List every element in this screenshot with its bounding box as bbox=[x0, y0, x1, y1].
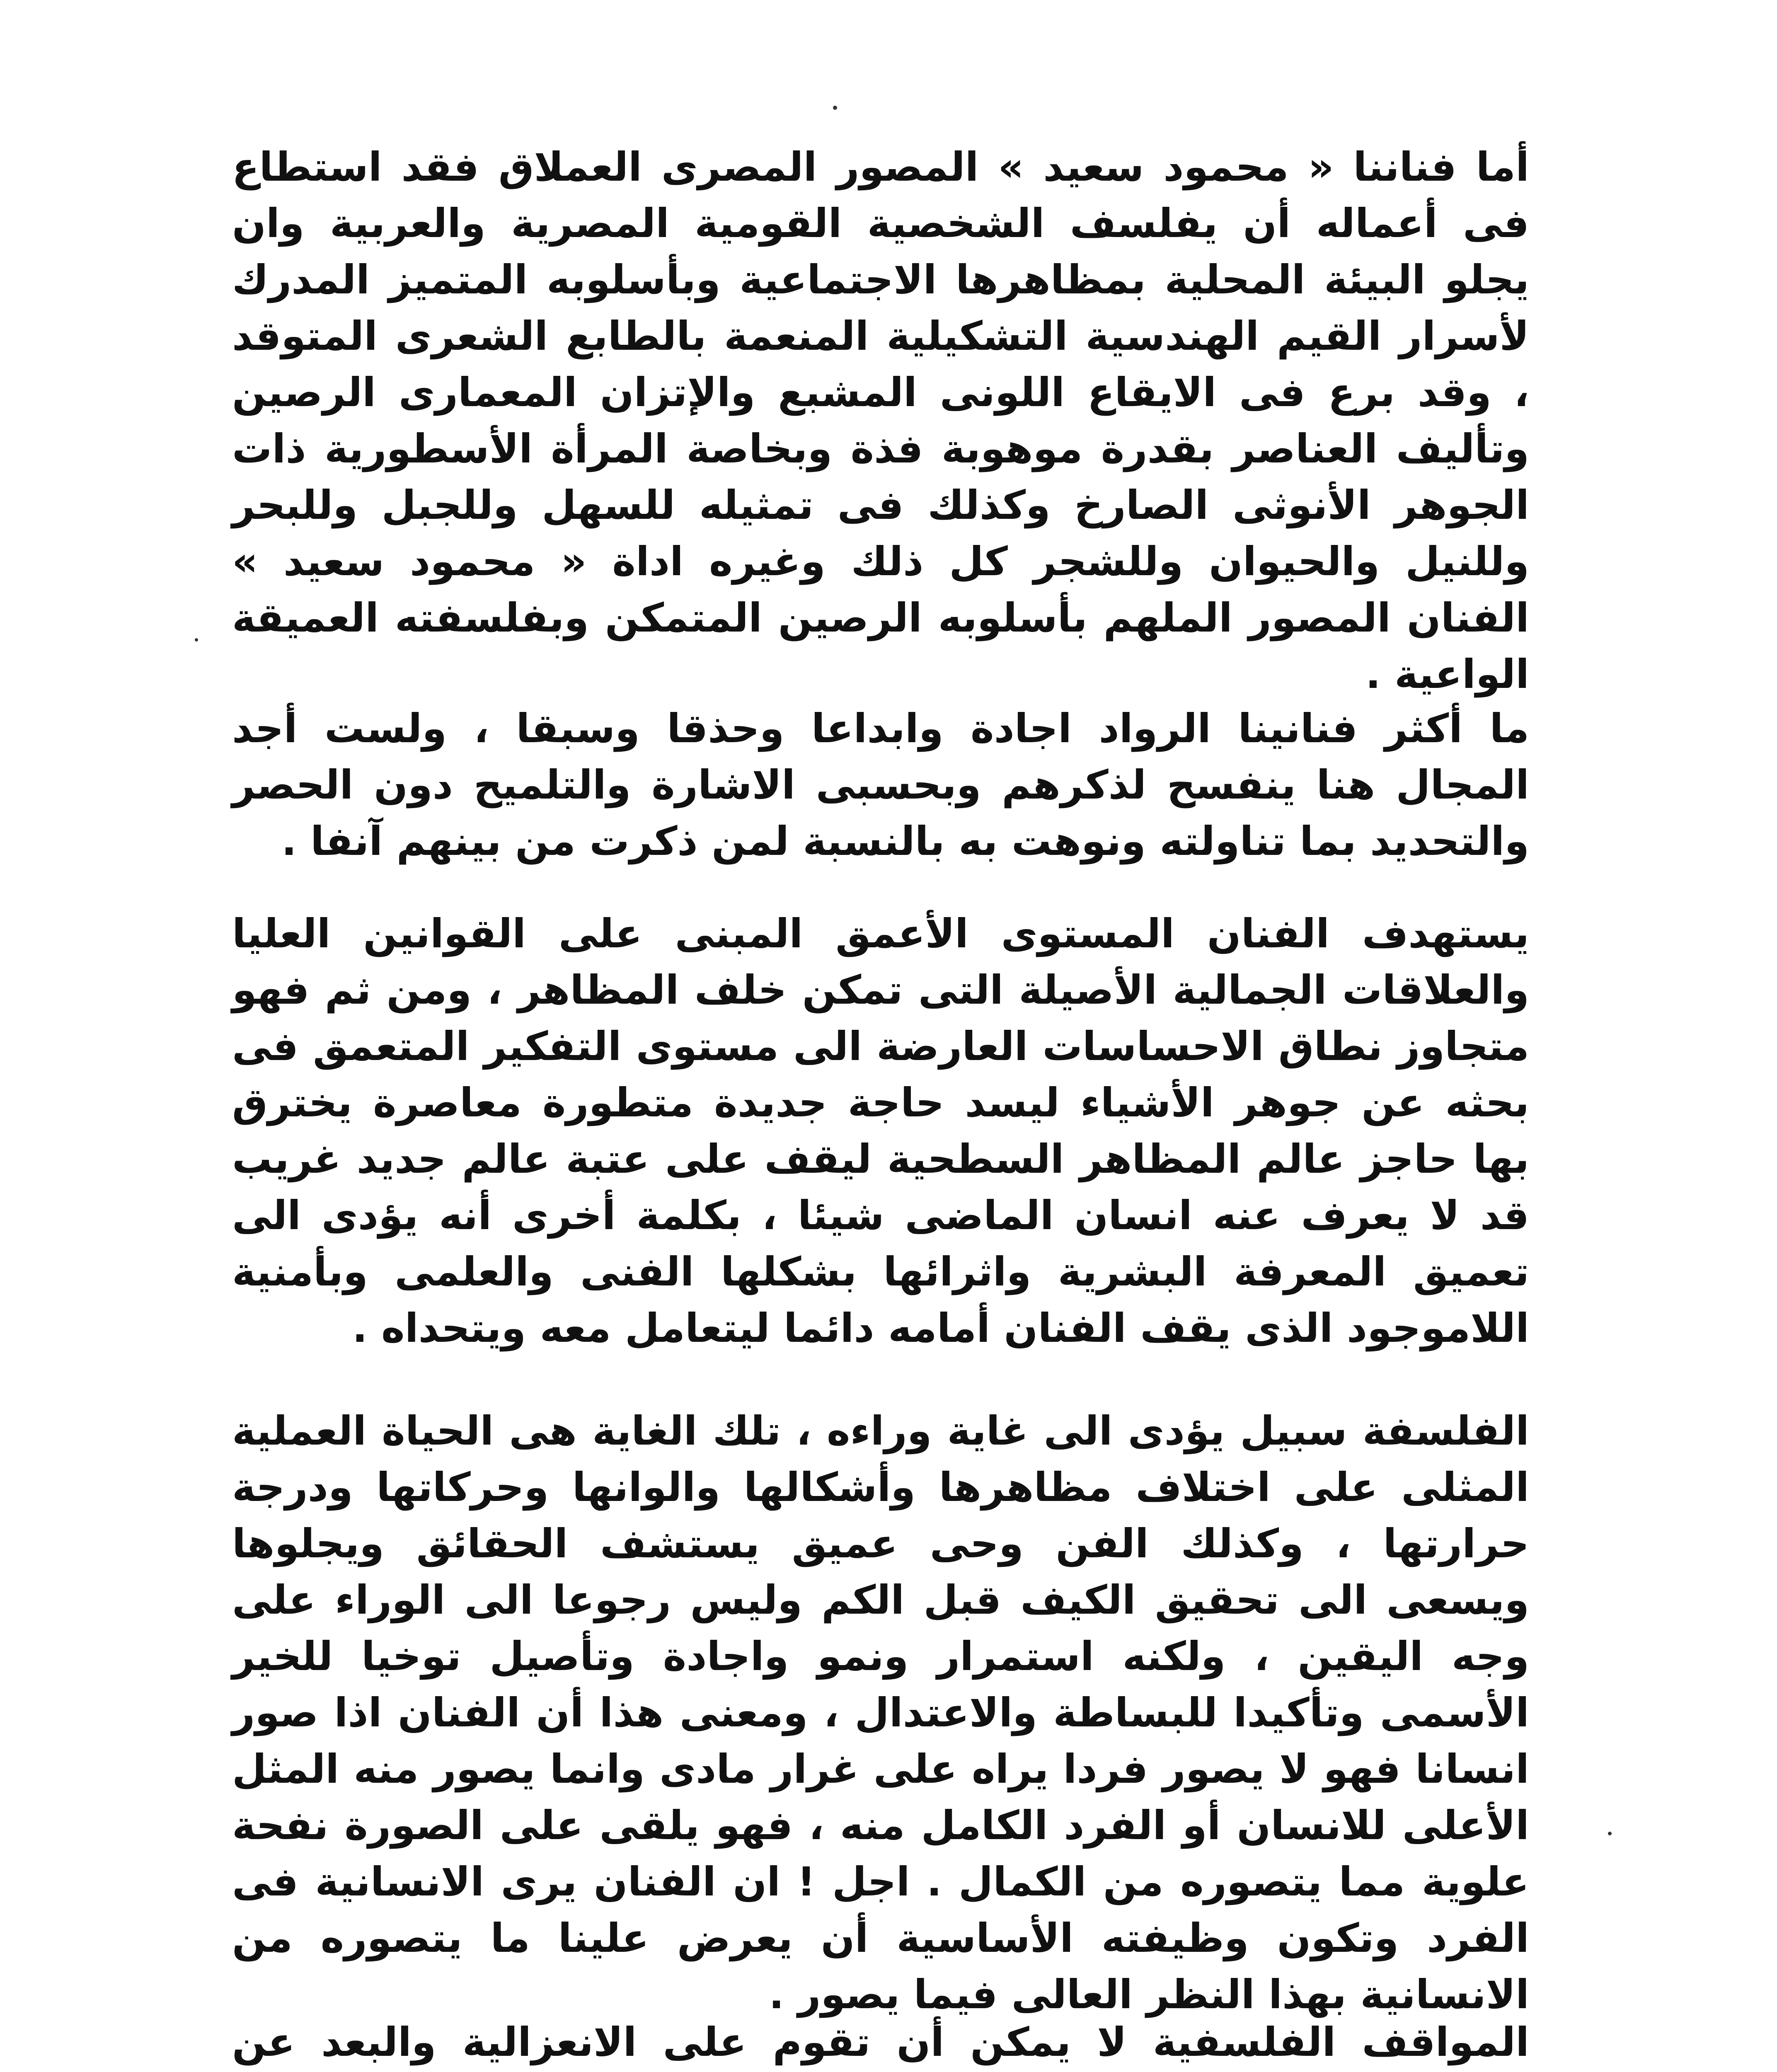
paragraph-text: أما فناننا « محمود سعيد » المصور المصرى العملاق فقد استطاع فى أعماله أن يفلسف الشخصية القومية المصرية والعربية وان يجلو البيئة المحلية بمظاهرها الاجتماعية وبأسلوبه المتميز المدرك لأسرار القيم الهندسية التشكيلية المنعمة بالطابع الشعرى المتوقد ، وقد برع فى الايقاع اللونى المشبع والإتزان المعمارى الرصين وتأليف العناصر بقدرة موهوبة فذة وبخاصة المرأة الأسطورية ذات الجوهر الأنوثى الصارخ وكذلك فى تمثيله للسهل وللجبل وللبحر وللنيل والحيوان وللشجر كل ذلك وغيره اداة « محمود سعيد » الفنان المصور الملهم بأسلوبه الرصين المتمكن وبفلسفته العميقة الواعية . bbox=[232, 144, 1529, 697]
paragraph-mahmoud-said bbox=[232, 139, 1529, 702]
paragraph-text: المواقف الفلسفية لا يمكن أن تقوم على الانعزالية والبعد عن bbox=[232, 2019, 1529, 2065]
scan-speck bbox=[195, 638, 198, 641]
paragraph-text: الفلسفة سبيل يؤدى الى غاية وراءه ، تلك الغاية هى الحياة العملية المثلى على اختلاف مظاهرها وأشكالها والوانها وحركاتها ودرجة حرارتها ، وكذلك الفن وحى عميق يستشف الحقائق ويجلوها ويسعى الى تحقيق الكيف قبل الكم وليس رجوعا الى الوراء على وجه اليقين ، ولكنه استمرار ونمو واجادة وتأصيل توخيا للخير الأسمى وتأكيدا للبساطة والاعتدال ، ومعنى هذا أن الفنان اذا صور انسانا فهو لا يصور فردا يراه على غرار مادى وانما يصور منه المثل الأعلى للانسان أو الفرد الكامل منه ، فهو يلقى على الصورة نفحة علوية مما يتصوره من الكمال . اجل ! ان الفنان يرى الانسانية فى الفرد وتكون وظيفته الأساسية أن يعرض علينا ما يتصوره من الانسانية بهذا النظر العالى فيما يصور . bbox=[232, 1408, 1529, 2018]
paragraph-text: يستهدف الفنان المستوى الأعمق المبنى على القوانين العليا والعلاقات الجمالية الأصيلة التى تمكن خلف المظاهر ، ومن ثم فهو متجاوز نطاق الاحساسات العارضة الى مستوى التفكير المتعمق فى بحثه عن جوهر الأشياء ليسد حاجة جديدة متطورة معاصرة يخترق بها حاجز عالم المظاهر السطحية ليقف على عتبة عالم جديد غريب قد لا يعرف عنه انسان الماضى شيئا ، بكلمة أخرى أنه يؤدى الى تعميق المعرفة البشرية واثرائها بشكلها الفنى والعلمى وبأمنية اللاموجود الذى يقف الفنان أمامه دائما ليتعامل معه ويتحداه . bbox=[232, 910, 1529, 1351]
paragraph-philosophy-path bbox=[232, 1403, 1529, 2023]
paragraph-text: ما أكثر فنانينا الرواد اجادة وابداعا وحذقا وسبقا ، ولست أجد المجال هنا ينفسح لذكرهم وبحسبى الاشارة والتلميح دون الحصر والتحديد بما تناولته ونوهت به بالنسبة لمن ذكرت من بينهم آنفا . bbox=[232, 705, 1529, 864]
paragraph-pioneers bbox=[232, 700, 1529, 869]
scan-speck bbox=[1608, 1832, 1612, 1835]
paragraph-philosophical-positions bbox=[232, 2014, 1529, 2072]
scan-speck bbox=[833, 106, 837, 110]
paragraph-artist-aims bbox=[232, 905, 1529, 1356]
